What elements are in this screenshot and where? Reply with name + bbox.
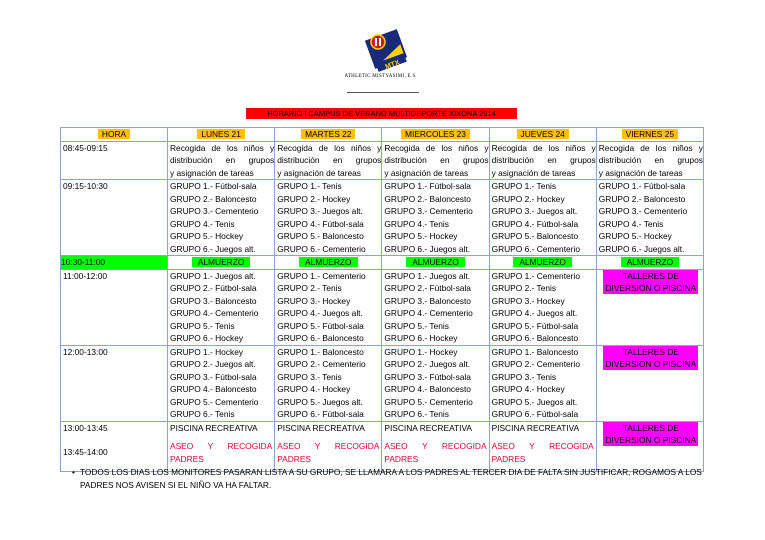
pickup-label: PADRES (384, 453, 419, 464)
time-cell: 11:00-12:00 (61, 269, 168, 345)
group-activity: GRUPO 3.- Cementerio (170, 206, 259, 216)
pickup-word: RECOGIDA (441, 441, 487, 451)
welcome-line: Recogida de los niños y (598, 142, 703, 153)
groups-cell (596, 180, 703, 256)
pickup-label: PADRES (277, 453, 312, 464)
welcome-line: Recogida de los niños y (170, 142, 275, 153)
group-activity: GRUPO 4.- Baloncesto (384, 384, 471, 394)
time-cell: 10:30-11:00 (61, 256, 168, 270)
schedule-table (60, 127, 704, 472)
welcome-cell (168, 141, 275, 180)
pickup-word: ASEO (170, 441, 194, 451)
time-cell: 08:45-09:15 (61, 141, 168, 180)
group-activity: GRUPO 3.- Hockey (491, 295, 565, 306)
group-activity: GRUPO 1.- Cementerio (277, 270, 366, 281)
group-activity: GRUPO 1.- Tenis (277, 181, 342, 191)
group-activity: GRUPO 6.- Tenis (170, 409, 235, 419)
group-activity: GRUPO 2.- Tenis (491, 283, 557, 293)
pickup-label (384, 440, 488, 453)
pickup-word: RECOGIDA (227, 441, 273, 451)
afternoon-cell (382, 421, 489, 471)
group-activity: GRUPO 5.- Juegos alt. (277, 396, 363, 407)
pickup-word: Y (421, 441, 428, 451)
group-activity: GRUPO 1.- Fútbol-sala (170, 181, 257, 191)
group-activity: GRUPO 6.- Baloncesto (277, 333, 364, 343)
group-activity: GRUPO 4.- Tenis (598, 218, 664, 229)
group-activity: GRUPO 4.- Juegos alt. (277, 308, 363, 318)
lunch-label: ALMUERZO (192, 257, 251, 267)
group-activity: GRUPO 6.- Hockey (384, 333, 458, 343)
pickup-word: Y (529, 441, 535, 451)
group-activity: GRUPO 5.- Cementerio (384, 396, 473, 407)
lunch-cell (275, 256, 382, 270)
groups-cell (168, 180, 275, 256)
welcome-line: y asignación de tareas (491, 167, 576, 178)
welcome-cell (382, 141, 489, 180)
workshop-cell (596, 421, 703, 471)
group-activity: GRUPO 4.- Hockey (491, 384, 565, 394)
welcome-cell (596, 141, 703, 180)
header-cell (61, 128, 168, 142)
pool-label: PISCINA RECREATIVA (170, 422, 258, 433)
group-activity: GRUPO 1.- Fútbol-sala (384, 181, 471, 191)
welcome-line: y asignación de tareas (384, 167, 469, 178)
group-activity: GRUPO 5.- Fútbol-sala (491, 320, 579, 331)
group-activity: GRUPO 3.- Tenis (491, 371, 557, 382)
time-cell: 12:00-13:00 (61, 345, 168, 421)
group-activity: GRUPO 3.- Cementerio (598, 206, 688, 216)
header-row (61, 128, 704, 142)
group-activity: GRUPO 5.- Baloncesto (491, 231, 579, 241)
lunch-row (61, 256, 704, 270)
welcome-line: Recogida de los niños y (384, 142, 489, 153)
header-cell (489, 128, 596, 142)
group-activity: GRUPO 1.- Fútbol-sala (598, 181, 686, 191)
pool-label: PISCINA RECREATIVA (384, 422, 473, 433)
pool-label: PISCINA RECREATIVA (277, 422, 365, 433)
pickup-label (492, 440, 596, 453)
header-label: MIERCOLES 23 (401, 129, 470, 139)
lunch-cell (168, 256, 275, 270)
group-activity: GRUPO 4.- Cementerio (170, 308, 259, 318)
group-activity: GRUPO 5.- Tenis (170, 320, 235, 331)
group-activity: GRUPO 6.- Juegos alt. (598, 243, 685, 254)
group-activity: GRUPO 1.- Baloncesto (277, 346, 364, 357)
group-activity: GRUPO 5.- Juegos alt. (491, 396, 578, 407)
workshop-label: TALLERES DE DIVERSION O PISCINA (605, 346, 697, 369)
attendance-note (72, 466, 710, 491)
group-activity: GRUPO 5.- Baloncesto (277, 231, 364, 241)
group-activity: GRUPO 3.- Juegos alt. (491, 206, 578, 216)
pickup-label (170, 440, 274, 453)
time-label: 13:00-13:45 (63, 422, 108, 433)
group-activity: GRUPO 2.- Baloncesto (598, 193, 686, 204)
welcome-line: Recogida de los niños y (277, 142, 382, 153)
groups-cell (489, 269, 596, 345)
groups-cell (168, 269, 275, 345)
pickup-label (277, 440, 381, 453)
welcome-row (61, 141, 704, 180)
group-activity: GRUPO 2.- Baloncesto (170, 193, 257, 204)
group-activity: GRUPO 3.- Juegos alt. (277, 206, 363, 216)
group-activity: GRUPO 2.- Juegos alt. (170, 359, 256, 369)
logo-caption: ATHLETIC MISTYASIMI, E S (344, 74, 416, 79)
note-text: TODOS LOS DIAS LOS MONITORES PASARAN LISTA A SU GRUPO, SE LLAMARA A LOS PADRES AL TERCER DIA DE FALTA SIN JUSTIFICAR, ROGAMOS A LOS PADRES NOS AVISEN SI EL NIÑO VA HA FALTAR. (80, 467, 702, 490)
group-activity: GRUPO 4.- Fútbol-sala (491, 218, 579, 229)
header-cell (275, 128, 382, 142)
group-activity: GRUPO 4.- Tenis (384, 218, 449, 229)
header-cell (168, 128, 275, 142)
activity-row-1 (61, 180, 704, 256)
group-activity: GRUPO 4.- Fútbol-sala (277, 218, 364, 229)
group-activity: GRUPO 2.- Hockey (491, 193, 565, 204)
group-activity: GRUPO 2.- Tenis (277, 283, 342, 293)
group-activity: GRUPO 2.- Fútbol-sala (384, 283, 471, 293)
header-label: HORA (98, 129, 130, 139)
group-activity: GRUPO 1.- Cementerio (491, 270, 580, 281)
pickup-word: Y (207, 441, 214, 451)
group-activity: GRUPO 3.- Tenis (277, 371, 342, 382)
group-activity: GRUPO 5.- Cementerio (170, 396, 259, 407)
groups-cell (275, 269, 382, 345)
group-activity: GRUPO 1.- Juegos alt. (170, 270, 256, 281)
activity-row-3 (61, 345, 704, 421)
welcome-line: y asignación de tareas (277, 167, 361, 178)
afternoon-cell (489, 421, 596, 471)
pickup-word: RECOGIDA (549, 441, 594, 451)
group-activity: GRUPO 6.- Cementerio (277, 243, 366, 254)
time-cell (61, 421, 168, 471)
logo-badge-text: MTX (384, 59, 401, 71)
workshop-label: TALLERES DE DIVERSION O PISCINA (605, 270, 697, 293)
group-activity: GRUPO 6.- Fútbol-sala (491, 409, 579, 419)
group-activity: GRUPO 2.- Cementerio (277, 359, 366, 369)
header-label: MARTES 22 (301, 129, 355, 139)
welcome-cell (489, 141, 596, 180)
group-activity: GRUPO 6.- Baloncesto (491, 333, 579, 343)
group-activity: GRUPO 2.- Juegos alt. (384, 359, 471, 369)
welcome-line: distribución en grupos (384, 155, 489, 165)
header-label: VIERNES 25 (622, 129, 678, 139)
groups-cell (168, 345, 275, 421)
group-activity: GRUPO 3.- Fútbol-sala (170, 371, 257, 382)
header-cell (382, 128, 489, 142)
group-activity: GRUPO 6.- Juegos alt. (384, 243, 471, 254)
group-activity: GRUPO 1.- Juegos alt. (384, 270, 471, 281)
group-activity: GRUPO 2.- Fútbol-sala (170, 283, 257, 293)
afternoon-cell (168, 421, 275, 471)
group-activity: GRUPO 6.- Hockey (170, 333, 244, 343)
groups-cell (489, 345, 596, 421)
group-activity: GRUPO 4.- Baloncesto (170, 384, 257, 394)
pickup-word: ASEO (384, 441, 408, 451)
group-activity: GRUPO 3.- Baloncesto (384, 295, 471, 306)
workshop-cell (596, 345, 703, 421)
lunch-cell (489, 256, 596, 270)
workshop-cell (596, 269, 703, 345)
activity-row-2 (61, 269, 704, 345)
pickup-word: ASEO (277, 441, 301, 451)
groups-cell (275, 345, 382, 421)
group-activity: GRUPO 3.- Fútbol-sala (384, 371, 471, 382)
lunch-cell (596, 256, 703, 270)
welcome-cell (275, 141, 382, 180)
group-activity: GRUPO 4.- Hockey (277, 384, 351, 394)
schedule-title: HORARIO I CAMPUS DE VERANO MULTIDEPORTE XIXONA 2014 (246, 108, 517, 119)
welcome-line: distribución en grupos (598, 155, 703, 165)
group-activity: GRUPO 4.- Tenis (170, 218, 235, 229)
welcome-line: distribución en grupos (491, 155, 596, 165)
group-activity: GRUPO 3.- Cementerio (384, 206, 473, 216)
groups-cell (275, 180, 382, 256)
group-activity: GRUPO 6.- Fútbol-sala (277, 409, 364, 419)
group-activity: GRUPO 1.- Hockey (384, 346, 458, 357)
welcome-line: Recogida de los niños y (491, 142, 596, 153)
pickup-word: RECOGIDA (334, 441, 380, 451)
welcome-line: y asignación de tareas (170, 167, 254, 178)
lunch-cell (382, 256, 489, 270)
group-activity: GRUPO 1.- Baloncesto (491, 346, 579, 357)
group-activity: GRUPO 5.- Hockey (170, 231, 244, 241)
time-label: 13:45-14:00 (63, 447, 108, 457)
pool-label: PISCINA RECREATIVA (491, 422, 580, 433)
group-activity: GRUPO 5.- Tenis (384, 320, 449, 331)
groups-cell (382, 345, 489, 421)
workshop-label: TALLERES DE DIVERSION O PISCINA (605, 422, 697, 445)
lunch-label: ALMUERZO (299, 257, 358, 267)
afternoon-cell (275, 421, 382, 471)
pickup-label: PADRES (491, 453, 526, 464)
group-activity: GRUPO 2.- Cementerio (491, 359, 580, 369)
group-activity: GRUPO 1.- Tenis (491, 181, 557, 191)
lunch-label: ALMUERZO (406, 257, 465, 267)
group-activity: GRUPO 6.- Tenis (384, 409, 449, 419)
header-label: LUNES 21 (197, 129, 245, 139)
group-activity: GRUPO 6.- Cementerio (491, 243, 580, 254)
group-activity: GRUPO 4.- Cementerio (384, 308, 473, 318)
header-label: JUEVES 24 (517, 129, 569, 139)
groups-cell (489, 180, 596, 256)
pickup-word: ASEO (491, 441, 515, 451)
groups-cell (382, 269, 489, 345)
welcome-line: distribución en grupos (170, 155, 275, 165)
time-cell: 09:15-10:30 (61, 180, 168, 256)
groups-cell (382, 180, 489, 256)
group-activity: GRUPO 3.- Hockey (277, 295, 351, 306)
group-activity: GRUPO 6.- Juegos alt. (170, 243, 256, 254)
bullet-icon: • (72, 467, 75, 477)
divider (347, 92, 419, 93)
group-activity: GRUPO 5.- Fútbol-sala (277, 320, 364, 331)
afternoon-row (61, 421, 704, 471)
group-activity: GRUPO 1.- Hockey (170, 346, 244, 357)
club-logo (352, 25, 412, 73)
group-activity: GRUPO 5.- Hockey (598, 231, 672, 241)
group-activity: GRUPO 5.- Hockey (384, 231, 458, 241)
lunch-label: ALMUERZO (513, 257, 572, 267)
group-activity: GRUPO 2.- Baloncesto (384, 193, 471, 204)
pickup-word: Y (314, 441, 321, 451)
group-activity: GRUPO 4.- Juegos alt. (491, 308, 578, 318)
lunch-label: ALMUERZO (621, 257, 680, 267)
pickup-label: PADRES (170, 453, 204, 464)
welcome-line: y asignación de tareas (598, 167, 683, 178)
header-cell (596, 128, 703, 142)
group-activity: GRUPO 3.- Baloncesto (170, 295, 257, 306)
welcome-line: distribución en grupos (277, 155, 382, 165)
group-activity: GRUPO 2.- Hockey (277, 193, 351, 204)
